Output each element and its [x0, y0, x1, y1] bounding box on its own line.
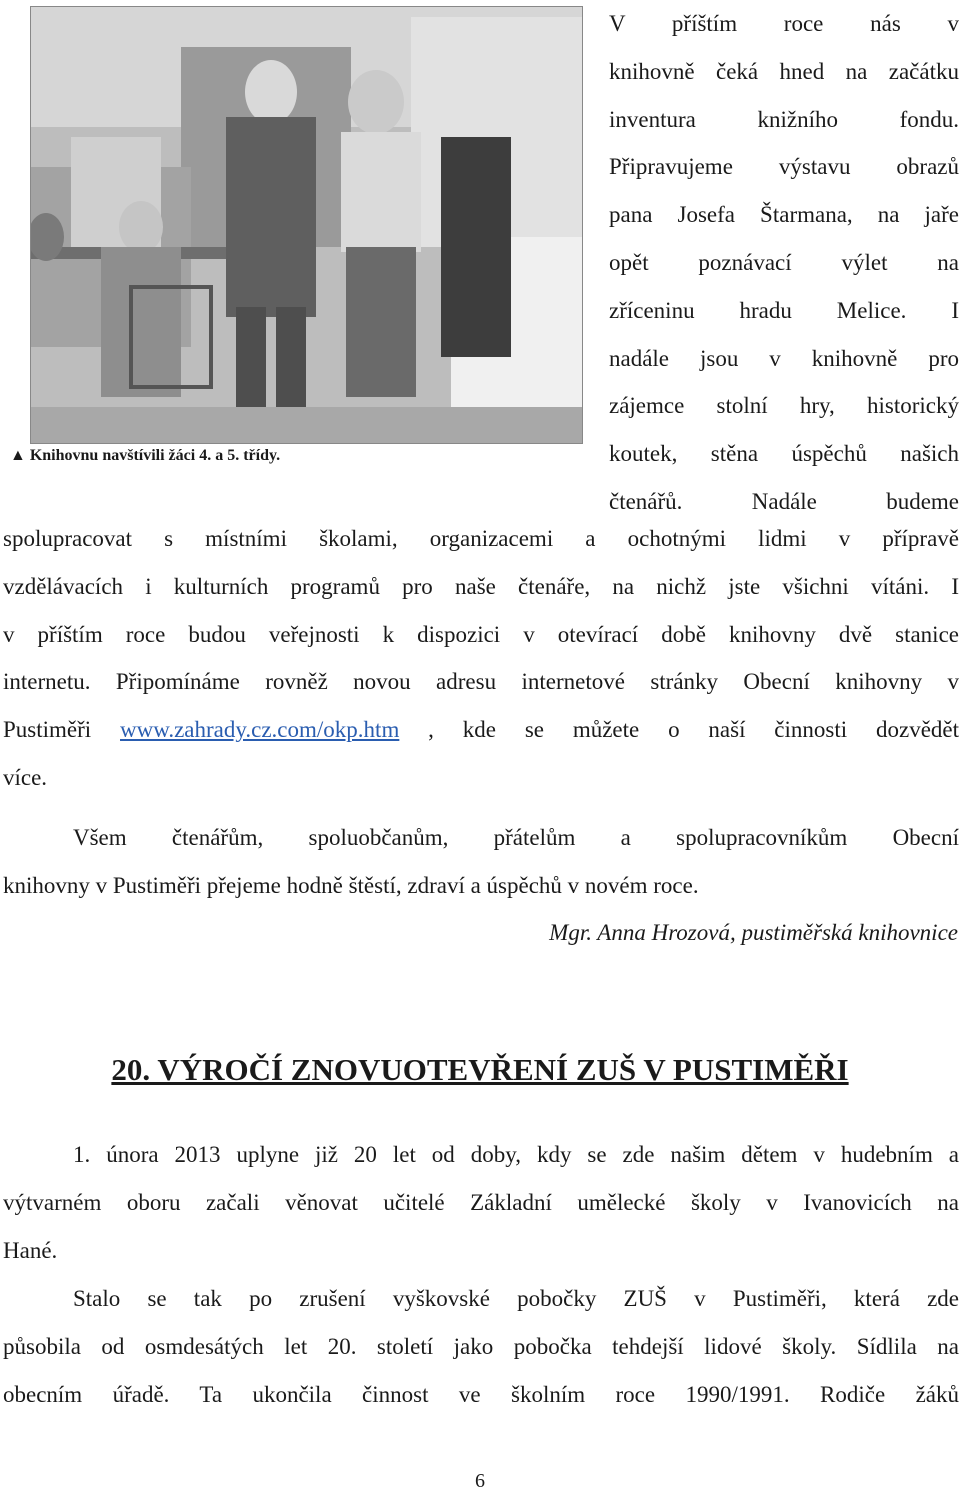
text-line: Připravujeme výstavu obrazů [609, 154, 959, 180]
text-line: Všem čtenářům, spoluobčanům, přátelům a spolupracovníkům Obecní [73, 825, 959, 850]
text-line: vzdělávacích i kulturních programů pro naše čtenáře, na nichž jste všichni vítáni. I [3, 573, 959, 599]
text-line: zříceninu hradu Melice. I [609, 297, 959, 323]
text-line: knihovny v Pustiměři přejeme hodně štěstí, zdraví a úspěchů v novém roce. [3, 872, 699, 898]
photo-caption: ▲ Knihovnu navštívili žáci 4. a 5. třídy. [10, 447, 281, 464]
text-line: inventura knižního fondu. [609, 106, 959, 132]
text-line: 1. února 2013 uplyne již 20 let od doby, kdy se zde našim dětem v hudebním a [73, 1142, 959, 1167]
library-paragraph [3, 515, 959, 802]
text-line: obecním úřadě. Ta ukončila činnost ve školním roce 1990/1991. Rodiče žáků [3, 1381, 959, 1407]
greeting-paragraph [3, 814, 959, 910]
text-line: v příštím roce budou veřejnosti k dispozici v otevírací době knihovny dvě stanice [3, 621, 959, 647]
text-line: knihovně čeká hned na začátku [609, 58, 959, 84]
text-line: V příštím roce nás v [609, 11, 959, 36]
section-heading: 20. VÝROČÍ ZNOVUOTEVŘENÍ ZUŠ V PUSTIMĚŘI [111, 1052, 849, 1087]
library-photo-illustration [31, 7, 582, 443]
text-line: spolupracovat s místními školami, organizacemi a ochotnými lidmi v přípravě [3, 526, 959, 551]
text-line: působila od osmdesátých let 20. století jako pobočka tehdejší lidové školy. Sídlila na [3, 1333, 959, 1359]
text-line: více. [3, 764, 48, 790]
text-line: výtvarném oboru začali věnovat učitelé Základní umělecké školy v Ivanovicích na [3, 1189, 959, 1215]
text-line: pana Josefa Štarmana, na jaře [609, 202, 959, 228]
library-website-link[interactable]: www.zahrady.cz.com/okp.htm [120, 717, 400, 743]
link-suffix: , kde se můžete o naší činnosti dozvědět [399, 717, 959, 743]
link-prefix: Pustiměři [3, 717, 121, 743]
zus-paragraph-2 [3, 1275, 959, 1418]
text-line: koutek, stěna úspěchů našich [609, 441, 959, 467]
library-photo [30, 6, 583, 444]
text-line: opět poznávací výlet na [609, 249, 959, 275]
text-line: internetu. Připomínáme rovněž novou adresu internetové stránky Obecní knihovny v [3, 669, 959, 695]
text-line: zájemce stolní hry, historický [609, 393, 959, 419]
text-line: čtenářů. Nadále budeme [609, 488, 959, 514]
text-line: Hané. [3, 1237, 58, 1263]
text-line: Stalo se tak po zrušení vyškovské pobočky ZUŠ v Pustiměři, která zde [73, 1286, 959, 1311]
page-number: 6 [475, 1470, 485, 1492]
text-line-with-link [3, 706, 959, 754]
zus-paragraph-1 [3, 1131, 959, 1274]
right-column-text [609, 0, 959, 526]
text-line: nadále jsou v knihovně pro [609, 345, 959, 371]
signature: Mgr. Anna Hrozová, pustiměřská knihovnice [549, 920, 958, 945]
